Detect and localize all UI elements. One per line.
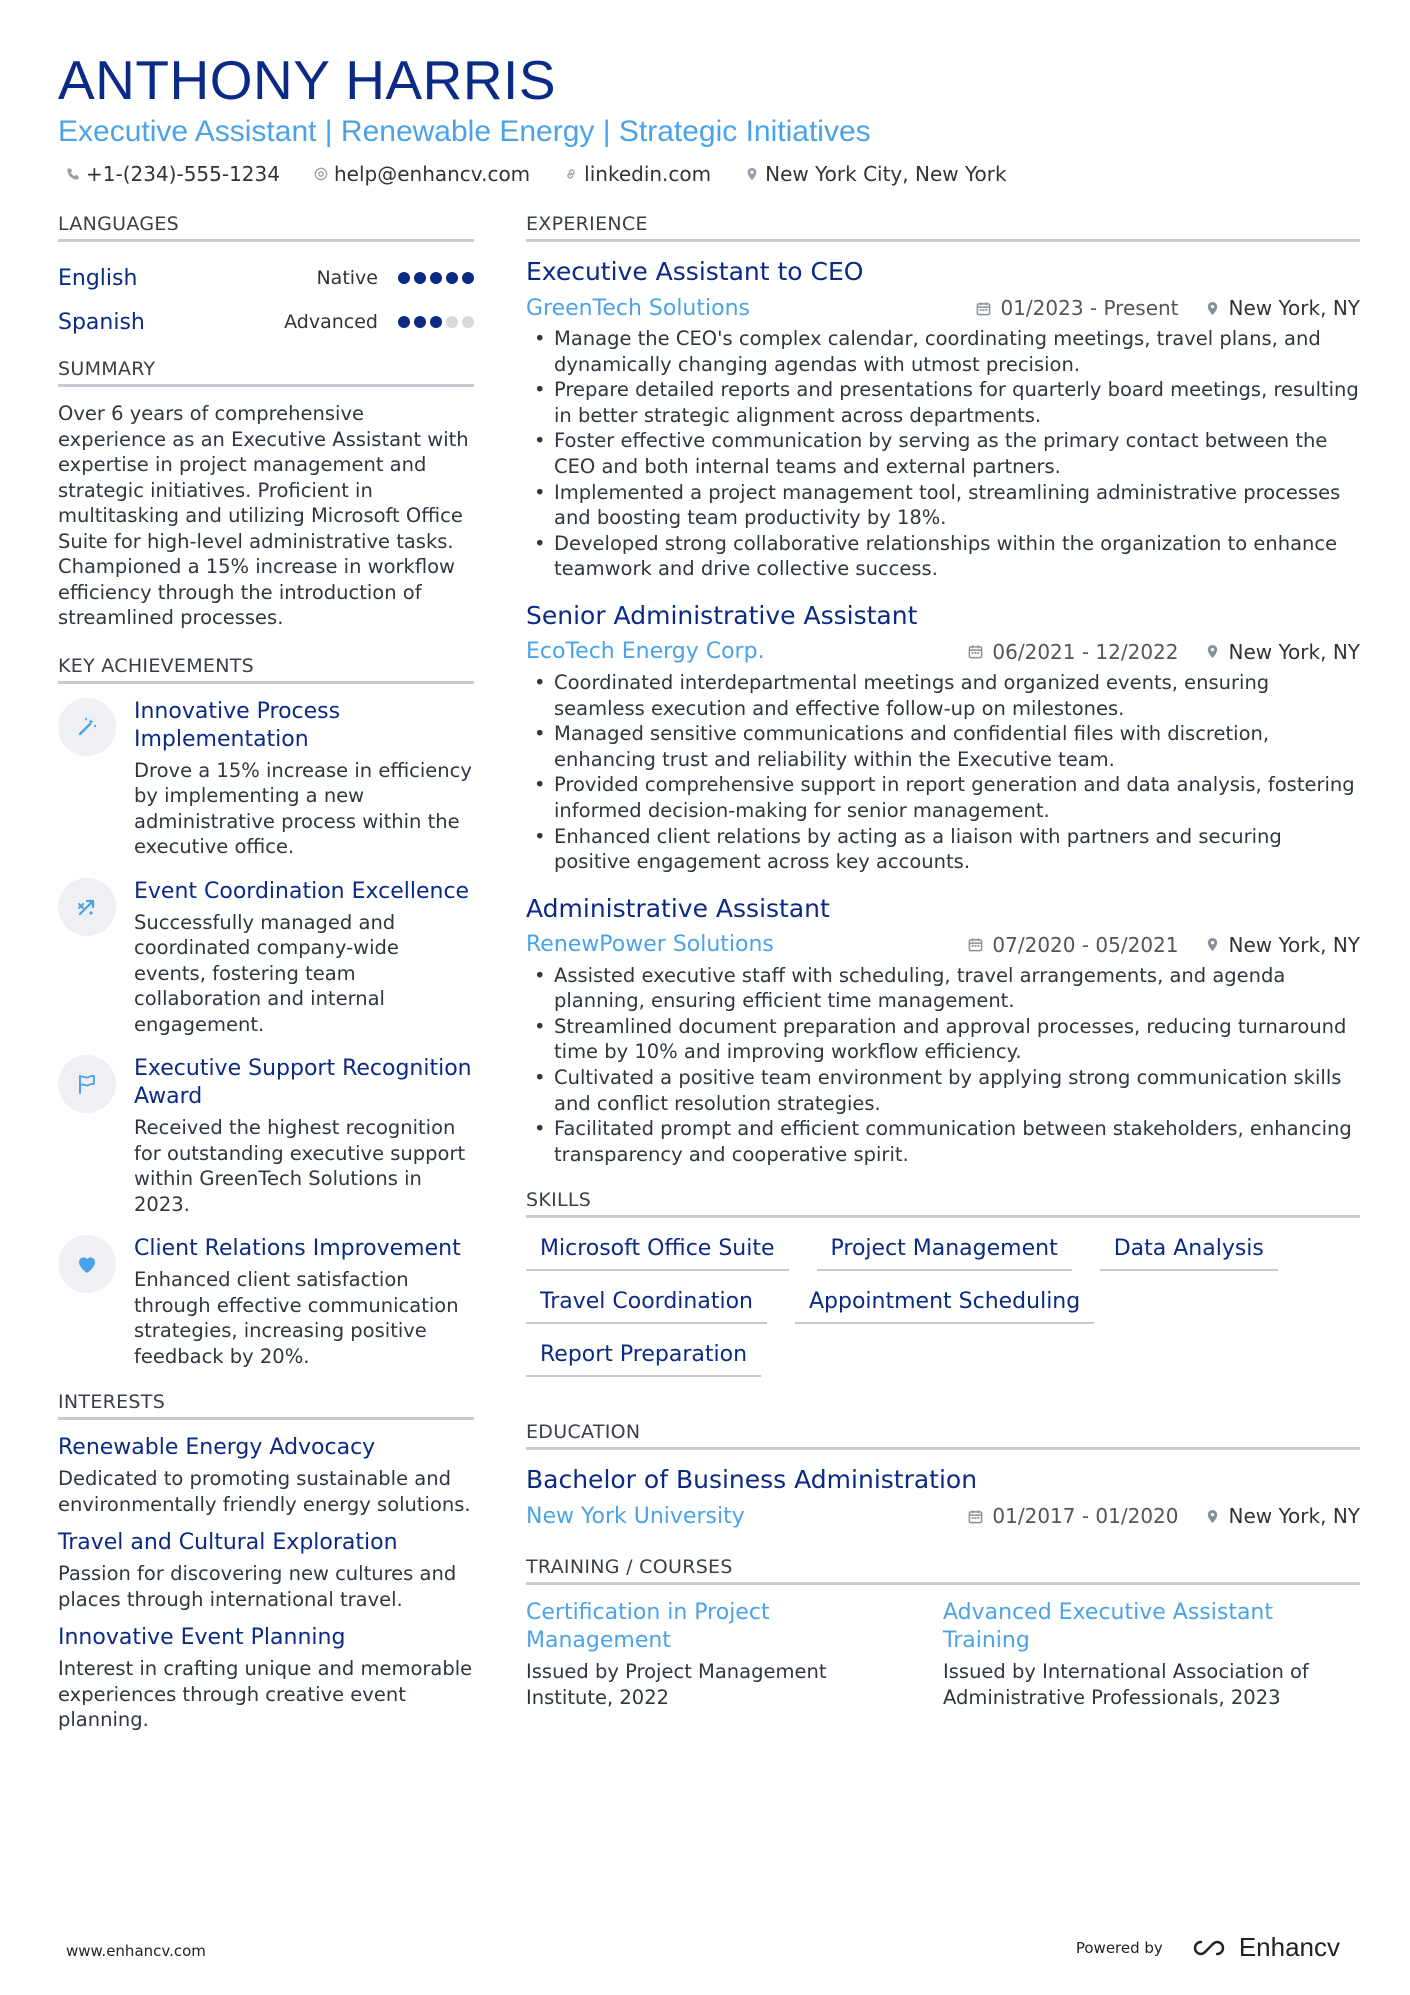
linkedin-text: linkedin.com [584, 162, 712, 186]
brand-name: Enhancv [1238, 1932, 1340, 1962]
heart-icon [58, 1235, 116, 1293]
interest-title: Renewable Energy Advocacy [58, 1435, 376, 1460]
job-location [1205, 933, 1360, 957]
job-entry [526, 893, 1360, 1168]
language-rating [394, 272, 474, 284]
language-level: Advanced [284, 311, 378, 333]
education-heading: EDUCATION [526, 1421, 1360, 1450]
company-name: EcoTech Energy Corp. [526, 639, 765, 665]
language-rating [394, 316, 474, 328]
interests-section [58, 1391, 474, 1733]
job-title: Senior Administrative Assistant [526, 600, 918, 630]
calendar-icon [968, 644, 983, 659]
course-description: Issued by International Association of Administrative Professionals, 2023 [943, 1660, 1309, 1709]
achievement-description: Successfully managed and coordinated company-wide events, fostering team collaboration and internal engagement. [134, 910, 399, 1036]
achievement-title: Client Relations Improvement [134, 1236, 461, 1261]
course-item [526, 1599, 943, 1710]
job-bullets [526, 670, 1360, 875]
training-section [526, 1556, 1360, 1710]
rating-dot-filled [430, 316, 442, 328]
footer-branding [1076, 1932, 1340, 1963]
degree-title: Bachelor of Business Administration [526, 1465, 978, 1495]
job-location [1205, 640, 1360, 664]
bullet-item: • Cultivated a positive team environment by applying strong communication skills and conflict resolution strategies. [526, 1065, 1360, 1116]
job-dates [968, 640, 1178, 664]
link-icon [564, 167, 578, 181]
achievement-title: Executive Support Recognition Award [134, 1056, 472, 1109]
job-bullets [526, 326, 1360, 582]
bullet-item: • Prepare detailed reports and presentations for quarterly board meetings, resulting in better strategic alignment across departments. [526, 377, 1360, 428]
course-title: Advanced Executive Assistant Training [943, 1600, 1273, 1654]
dates-text: 01/2023 - Present [1000, 296, 1179, 320]
experience-heading: EXPERIENCE [526, 213, 1360, 242]
rating-dot-filled [398, 272, 410, 284]
training-list [526, 1599, 1360, 1710]
language-item [58, 256, 474, 300]
contact-phone[interactable] [58, 162, 280, 186]
dates-text: 07/2020 - 05/2021 [992, 932, 1179, 957]
achievement-item [58, 698, 474, 860]
job-title: Executive Assistant to CEO [526, 257, 864, 286]
location-pin-icon [745, 167, 759, 181]
interest-title: Travel and Cultural Exploration [58, 1530, 398, 1555]
skill-tag: Report Preparation [526, 1338, 761, 1377]
phone-text: +1-(234)-555-1234 [86, 162, 280, 186]
job-entry [526, 256, 1360, 582]
contact-email[interactable] [306, 162, 530, 186]
calendar-icon [968, 937, 983, 952]
flag-icon [58, 1055, 116, 1113]
rating-dot-empty [462, 316, 474, 328]
job-entry [526, 600, 1360, 875]
dates-text: 06/2021 - 12/2022 [992, 639, 1179, 664]
rating-dot-filled [414, 272, 426, 284]
achievement-description: Received the highest recognition for outstanding executive support within GreenTech Solutions in 2023. [134, 1116, 466, 1216]
languages-section [58, 213, 474, 344]
location-pin-icon [1205, 937, 1220, 952]
school-name: New York University [526, 1503, 745, 1529]
bullet-item: • Streamlined document preparation and approval processes, reducing turnaround time by 10% and improving workflow efficiency. [526, 1014, 1360, 1065]
education-dates [968, 1504, 1178, 1528]
course-description: Issued by Project Management Institute, 2022 [526, 1660, 827, 1709]
contact-location [737, 162, 1006, 186]
languages-heading: LANGUAGES [58, 213, 474, 242]
interest-item [58, 1529, 474, 1612]
skill-tag: Microsoft Office Suite [526, 1232, 789, 1271]
magic-wand-icon [58, 698, 116, 756]
company-name: RenewPower Solutions [526, 932, 774, 958]
job-bullets [526, 963, 1360, 1168]
location-text: New York, NY [1228, 932, 1360, 957]
achievements-heading: KEY ACHIEVEMENTS [58, 655, 474, 684]
achievement-title: Event Coordination Excellence [134, 878, 470, 904]
skill-tag: Appointment Scheduling [795, 1285, 1094, 1324]
language-name: Spanish [58, 309, 145, 335]
bullet-item: • Foster effective communication by serving as the primary contact between the CEO and both internal teams and external partners. [526, 428, 1360, 479]
language-item [58, 300, 474, 344]
location-text: New York, NY [1228, 1504, 1360, 1529]
location-pin-icon [1205, 644, 1220, 659]
email-text: help@enhancv.com [333, 162, 531, 186]
calendar-icon [968, 1509, 983, 1524]
achievement-description: Enhanced client satisfaction through effective communication strategies, increasing positive feedback by 20%. [134, 1268, 459, 1368]
interest-description: Dedicated to promoting sustainable and environmentally friendly energy solutions. [58, 1467, 471, 1516]
training-heading: TRAINING / COURSES [526, 1556, 1360, 1585]
rating-dot-filled [446, 272, 458, 284]
right-column [526, 213, 1360, 1710]
achievement-item [58, 1055, 474, 1217]
language-name: English [58, 265, 138, 291]
bullet-item: • Implemented a project management tool, streamlining administrative processes and boosting team productivity by 18%. [526, 480, 1360, 531]
bullet-item: • Enhanced client relations by acting as a liaison with partners and securing positive engagement across key accounts. [526, 824, 1360, 875]
footer-website[interactable]: www.enhancv.com [66, 1942, 206, 1960]
job-dates [976, 296, 1178, 320]
job-dates [968, 933, 1178, 957]
achievement-item [58, 878, 474, 1038]
location-text: New York, NY [1228, 296, 1360, 320]
education-location [1205, 1504, 1360, 1528]
bullet-item: • Manage the CEO's complex calendar, coordinating meetings, travel plans, and dynamically changing agendas with utmost precision. [526, 326, 1360, 377]
course-title: Certification in Project Management [526, 1600, 770, 1654]
skills-heading: SKILLS [526, 1189, 1360, 1218]
at-sign-icon [314, 167, 328, 181]
course-item [943, 1599, 1360, 1710]
location-text: New York City, New York [765, 162, 1007, 186]
company-name: GreenTech Solutions [526, 295, 750, 321]
achievement-item [58, 1235, 474, 1369]
languages-list [58, 256, 474, 344]
rating-dot-filled [430, 272, 442, 284]
achievement-description: Drove a 15% increase in efficiency by implementing a new administrative process within the executive office. [134, 758, 472, 858]
rating-dot-filled [414, 316, 426, 328]
interest-item [58, 1624, 474, 1733]
interest-description: Interest in crafting unique and memorable experiences through creative event planning. [58, 1657, 473, 1731]
job-title: Administrative Assistant [526, 893, 830, 923]
resume-header [58, 48, 1358, 186]
summary-heading: SUMMARY [58, 358, 474, 387]
bullet-item: • Developed strong collaborative relationships within the organization to enhance teamwork and drive collective success. [526, 531, 1360, 582]
phone-icon [66, 167, 80, 181]
strategy-arrow-icon [58, 878, 116, 936]
experience-section [526, 213, 1360, 1167]
left-column [58, 213, 474, 1745]
summary-text: Over 6 years of comprehensive experience as an Executive Assistant with expertise in project management and strategic initiatives. Proficient in multitasking and utilizing Microsoft Office Suite for high-level administrative tasks. Championed a 15% increase in workflow efficiency through the introduction of streamlined processes. [58, 402, 469, 629]
rating-dot-filled [462, 272, 474, 284]
skills-section [526, 1189, 1360, 1391]
location-pin-icon [1205, 301, 1220, 316]
interest-description: Passion for discovering new cultures and places through international travel. [58, 1562, 457, 1611]
interest-item [58, 1434, 474, 1517]
bullet-item: • Provided comprehensive support in report generation and data analysis, fostering informed decision-making for senior management. [526, 772, 1360, 823]
interest-title: Innovative Event Planning [58, 1625, 346, 1650]
dates-text: 01/2017 - 01/2020 [992, 1504, 1179, 1529]
bullet-item: • Coordinated interdepartmental meetings and organized events, ensuring seamless execution and effective follow-up on milestones. [526, 670, 1360, 721]
location-pin-icon [1205, 1509, 1220, 1524]
achievements-section [58, 655, 474, 1370]
summary-section [58, 358, 474, 631]
candidate-name: ANTHONY HARRIS [58, 49, 556, 111]
skill-tag: Data Analysis [1100, 1232, 1278, 1271]
contact-linkedin[interactable] [556, 162, 711, 186]
skills-list [526, 1232, 1360, 1391]
calendar-icon [976, 301, 991, 316]
rating-dot-empty [446, 316, 458, 328]
language-level: Native [316, 267, 378, 289]
interests-heading: INTERESTS [58, 1391, 474, 1420]
job-location [1205, 296, 1360, 320]
powered-by-label: Powered by [1075, 1938, 1163, 1957]
education-section [526, 1421, 1360, 1532]
candidate-title: Executive Assistant | Renewable Energy | Strategic Initiatives [58, 115, 871, 148]
skill-tag: Project Management [817, 1232, 1072, 1271]
contact-bar [58, 162, 1358, 186]
brand-logo[interactable] [1187, 1932, 1340, 1963]
bullet-item: • Managed sensitive communications and confidential files with discretion, enhancing trust and reliability within the Executive team. [526, 721, 1360, 772]
location-text: New York, NY [1228, 639, 1360, 664]
bullet-item: • Facilitated prompt and efficient communication between stakeholders, enhancing transparency and cooperative spirit. [526, 1116, 1360, 1167]
bullet-item: • Assisted executive staff with scheduling, travel arrangements, and agenda planning, ensuring efficient time management. [526, 963, 1360, 1014]
rating-dot-filled [398, 316, 410, 328]
achievement-title: Innovative Process Implementation [134, 698, 341, 752]
enhancv-logo-icon [1187, 1937, 1231, 1959]
skill-tag: Travel Coordination [526, 1285, 767, 1324]
